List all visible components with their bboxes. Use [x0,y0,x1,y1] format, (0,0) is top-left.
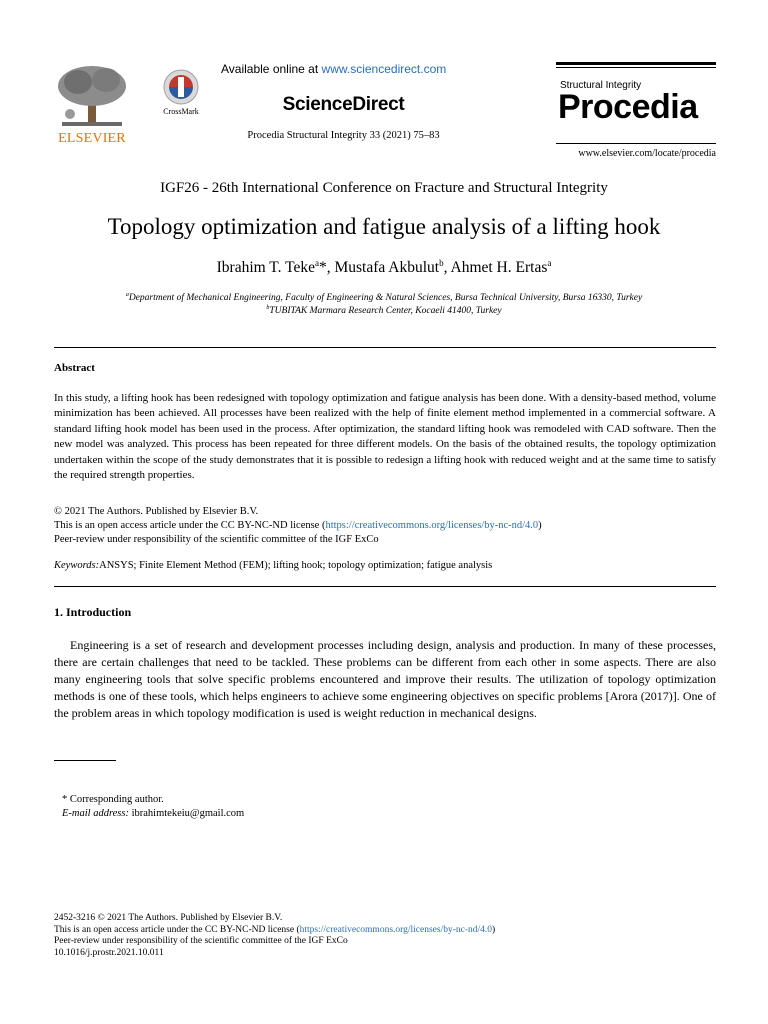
author-affiliation-mark: a [314,258,319,268]
available-online-line [221,62,446,76]
author-name: Ibrahim T. Teke [216,259,315,277]
author-affiliation-mark: b [439,258,444,268]
journal-reference: Procedia Structural Integrity 33 (2021) 75–83 [247,130,440,141]
license-line [54,519,716,533]
corresponding-mark: *, [318,259,335,277]
author-affiliation-mark: a [547,258,552,268]
procedia-top-rule [556,62,716,65]
issn-line: 2452-3216 © 2021 The Authors. Published by Elsevier B.V. [54,913,283,923]
sciencedirect-link[interactable]: www.sciencedirect.com [321,62,447,76]
affiliation-text: TUBITAK Marmara Research Center, Kocaeli 41400, Turkey [269,306,502,317]
license-block [54,505,716,547]
introduction-paragraph: Engineering is a set of research and development processes including design, analysis and production. In many of these processes, there are certain challenges that need to be tackled. These problems can be different from each other in some aspects. There are also many engineering tools that solve specific problems encountered and improve their results. The utilization of topology optimization methods is one of these tools, which helps engineers to achieve some engineering objectives on specific problems [Arora (2017)]. One of the problem areas in which topology modification is used is weight reduction in mechanical designs. [54,638,716,720]
procedia-subtitle: Structural Integrity [560,80,642,91]
author-name: Mustafa Akbulut [334,259,440,277]
crossmark-label: CrossMark [163,107,199,116]
abstract-heading: Abstract [54,362,95,374]
footer-license-line [54,925,716,937]
procedia-top-rule-thin [556,67,716,68]
author-name: Ahmet H. Ertas [450,259,548,277]
author-list [0,258,768,277]
page-footer [54,913,716,959]
email-label: E-mail address: [62,808,129,819]
paper-title: Topology optimization and fatigue analysis of a lifting hook [107,214,661,239]
abstract-top-rule [54,347,716,348]
affiliation-mark: b [266,305,270,311]
keywords-text: ANSYS; Finite Element Method (FEM); lifting hook; topology optimization; fatigue analysis [99,560,493,571]
author-separator: , [443,259,451,277]
email-address[interactable]: ibrahimtekeiu@gmail.com [131,808,245,819]
footer-license-suffix: ) [492,924,496,935]
elsevier-wordmark: ELSEVIER [58,131,126,146]
affiliation-mark: a [125,292,129,298]
doi[interactable]: 10.1016/j.prostr.2021.10.011 [54,947,164,958]
affiliation-text: Department of Mechanical Engineering, Faculty of Engineering & Natural Sciences, Bursa Technical University, Bursa 16330, Turkey [128,293,643,304]
footer-peer-review: Peer-review under responsibility of the scientific committee of the IGF ExCo [54,936,348,947]
footer-license-text: This is an open access article under the CC BY-NC-ND license ( [54,924,300,935]
corresponding-author-note: * Corresponding author. [62,794,164,805]
conference-name: IGF26 - 26th International Conference on Fracture and Structural Integrity [160,180,608,196]
available-online-text: Available online at [221,62,322,76]
crossmark-icon[interactable] [162,68,200,106]
license-link[interactable]: https://creativecommons.org/licenses/by-nc-nd/4.0 [325,520,539,531]
procedia-url[interactable]: www.elsevier.com/locate/procedia [578,148,716,159]
procedia-bottom-rule [556,143,716,144]
peer-review-line: Peer-review under responsibility of the scientific committee of the IGF ExCo [54,534,379,545]
copyright-line: © 2021 The Authors. Published by Elsevier B.V. [54,506,259,517]
footnote-rule [54,760,116,761]
email-line [62,808,244,819]
affiliation-b [0,305,768,316]
keywords-line [54,560,716,571]
procedia-title: Procedia [558,88,698,126]
footer-license-link[interactable]: https://creativecommons.org/licenses/by-nc-nd/4.0 [299,924,493,935]
sciencedirect-title: ScienceDirect [282,94,405,115]
abstract-text: In this study, a lifting hook has been redesigned with topology optimization and fatigue analysis has been done. With a density-based method, volume minimization has been achieved. All processes have been realized with the help of finite element method implemented in a commercial software. A standard lifting hook model has been used in the process. After optimization, the standard lifting hook was remodeled with CAD software. Then the new model was analyzed. This process has been repeated for three different models. On the basis of the obtained results, the topology optimization undertaken within the scope of the study demonstrates that it is possible to redesign a lifting hook with reduced weight and at the same time to satisfy the required strength properties. [54,392,716,482]
keywords-label: Keywords: [54,560,100,571]
license-suffix: ) [538,520,542,531]
abstract-bottom-rule [54,586,716,587]
license-text: This is an open access article under the CC BY-NC-ND license ( [54,520,326,531]
section-heading: 1. Introduction [54,605,132,619]
affiliation-a [0,292,768,303]
